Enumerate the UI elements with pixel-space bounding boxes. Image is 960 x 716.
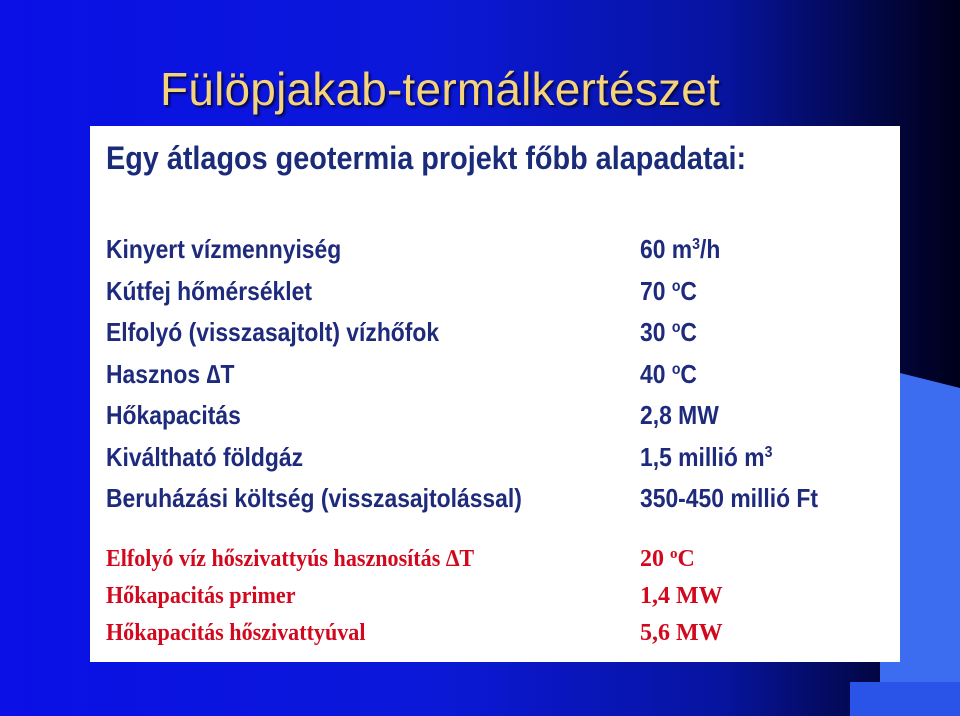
row-label: Elfolyó (visszasajtolt) vízhőfok — [106, 317, 440, 347]
content-panel — [90, 126, 900, 662]
row-value: 1,5 millió $m^3$ — [640, 441, 773, 472]
row-value: 30 $^o$C — [640, 317, 697, 347]
data-row — [106, 359, 886, 401]
slide-title: Fülöpjakab-termálkertészet — [160, 63, 720, 115]
highlight-row — [106, 583, 886, 620]
row-value: 70 $^o$C — [640, 275, 697, 306]
highlight-rows — [106, 546, 886, 657]
highlight-value: 20 $^o$C — [640, 546, 695, 572]
data-row — [106, 276, 886, 318]
row-label: Beruházási költség (visszasajtolással) — [106, 483, 522, 513]
data-row — [106, 234, 886, 276]
decorative-stripe-bottom — [850, 682, 960, 716]
row-value: 350-450 millió Ft — [640, 483, 819, 513]
data-row — [106, 317, 886, 359]
row-value: 60 $m^3/h$ — [640, 234, 721, 264]
highlight-row — [106, 620, 886, 657]
row-label: Hőkapacitás — [106, 400, 241, 430]
row-value: 40 $^o$C — [640, 358, 697, 389]
data-row — [106, 400, 886, 442]
data-rows — [106, 234, 886, 525]
row-label: Hasznos ∆T — [106, 358, 235, 389]
highlight-row — [106, 546, 886, 583]
highlight-value: 1,4 MW — [640, 583, 723, 609]
row-label: Kútfej hőmérséklet — [106, 275, 312, 306]
highlight-label: Elfolyó víz hőszivattyús hasznosítás ∆T — [106, 546, 475, 572]
row-value: 2,8 MW — [640, 400, 719, 430]
data-row — [106, 442, 886, 484]
panel-heading: Egy átlagos geotermia projekt főbb alapadatai: — [106, 140, 747, 176]
data-row — [106, 483, 886, 525]
highlight-value: 5,6 MW — [640, 620, 723, 646]
highlight-label: Hőkapacitás hőszivattyúval — [106, 620, 366, 646]
row-label: Kiváltható földgáz — [106, 441, 304, 472]
row-label: Kinyert vízmennyiség — [106, 234, 342, 264]
highlight-label: Hőkapacitás primer — [106, 583, 296, 609]
